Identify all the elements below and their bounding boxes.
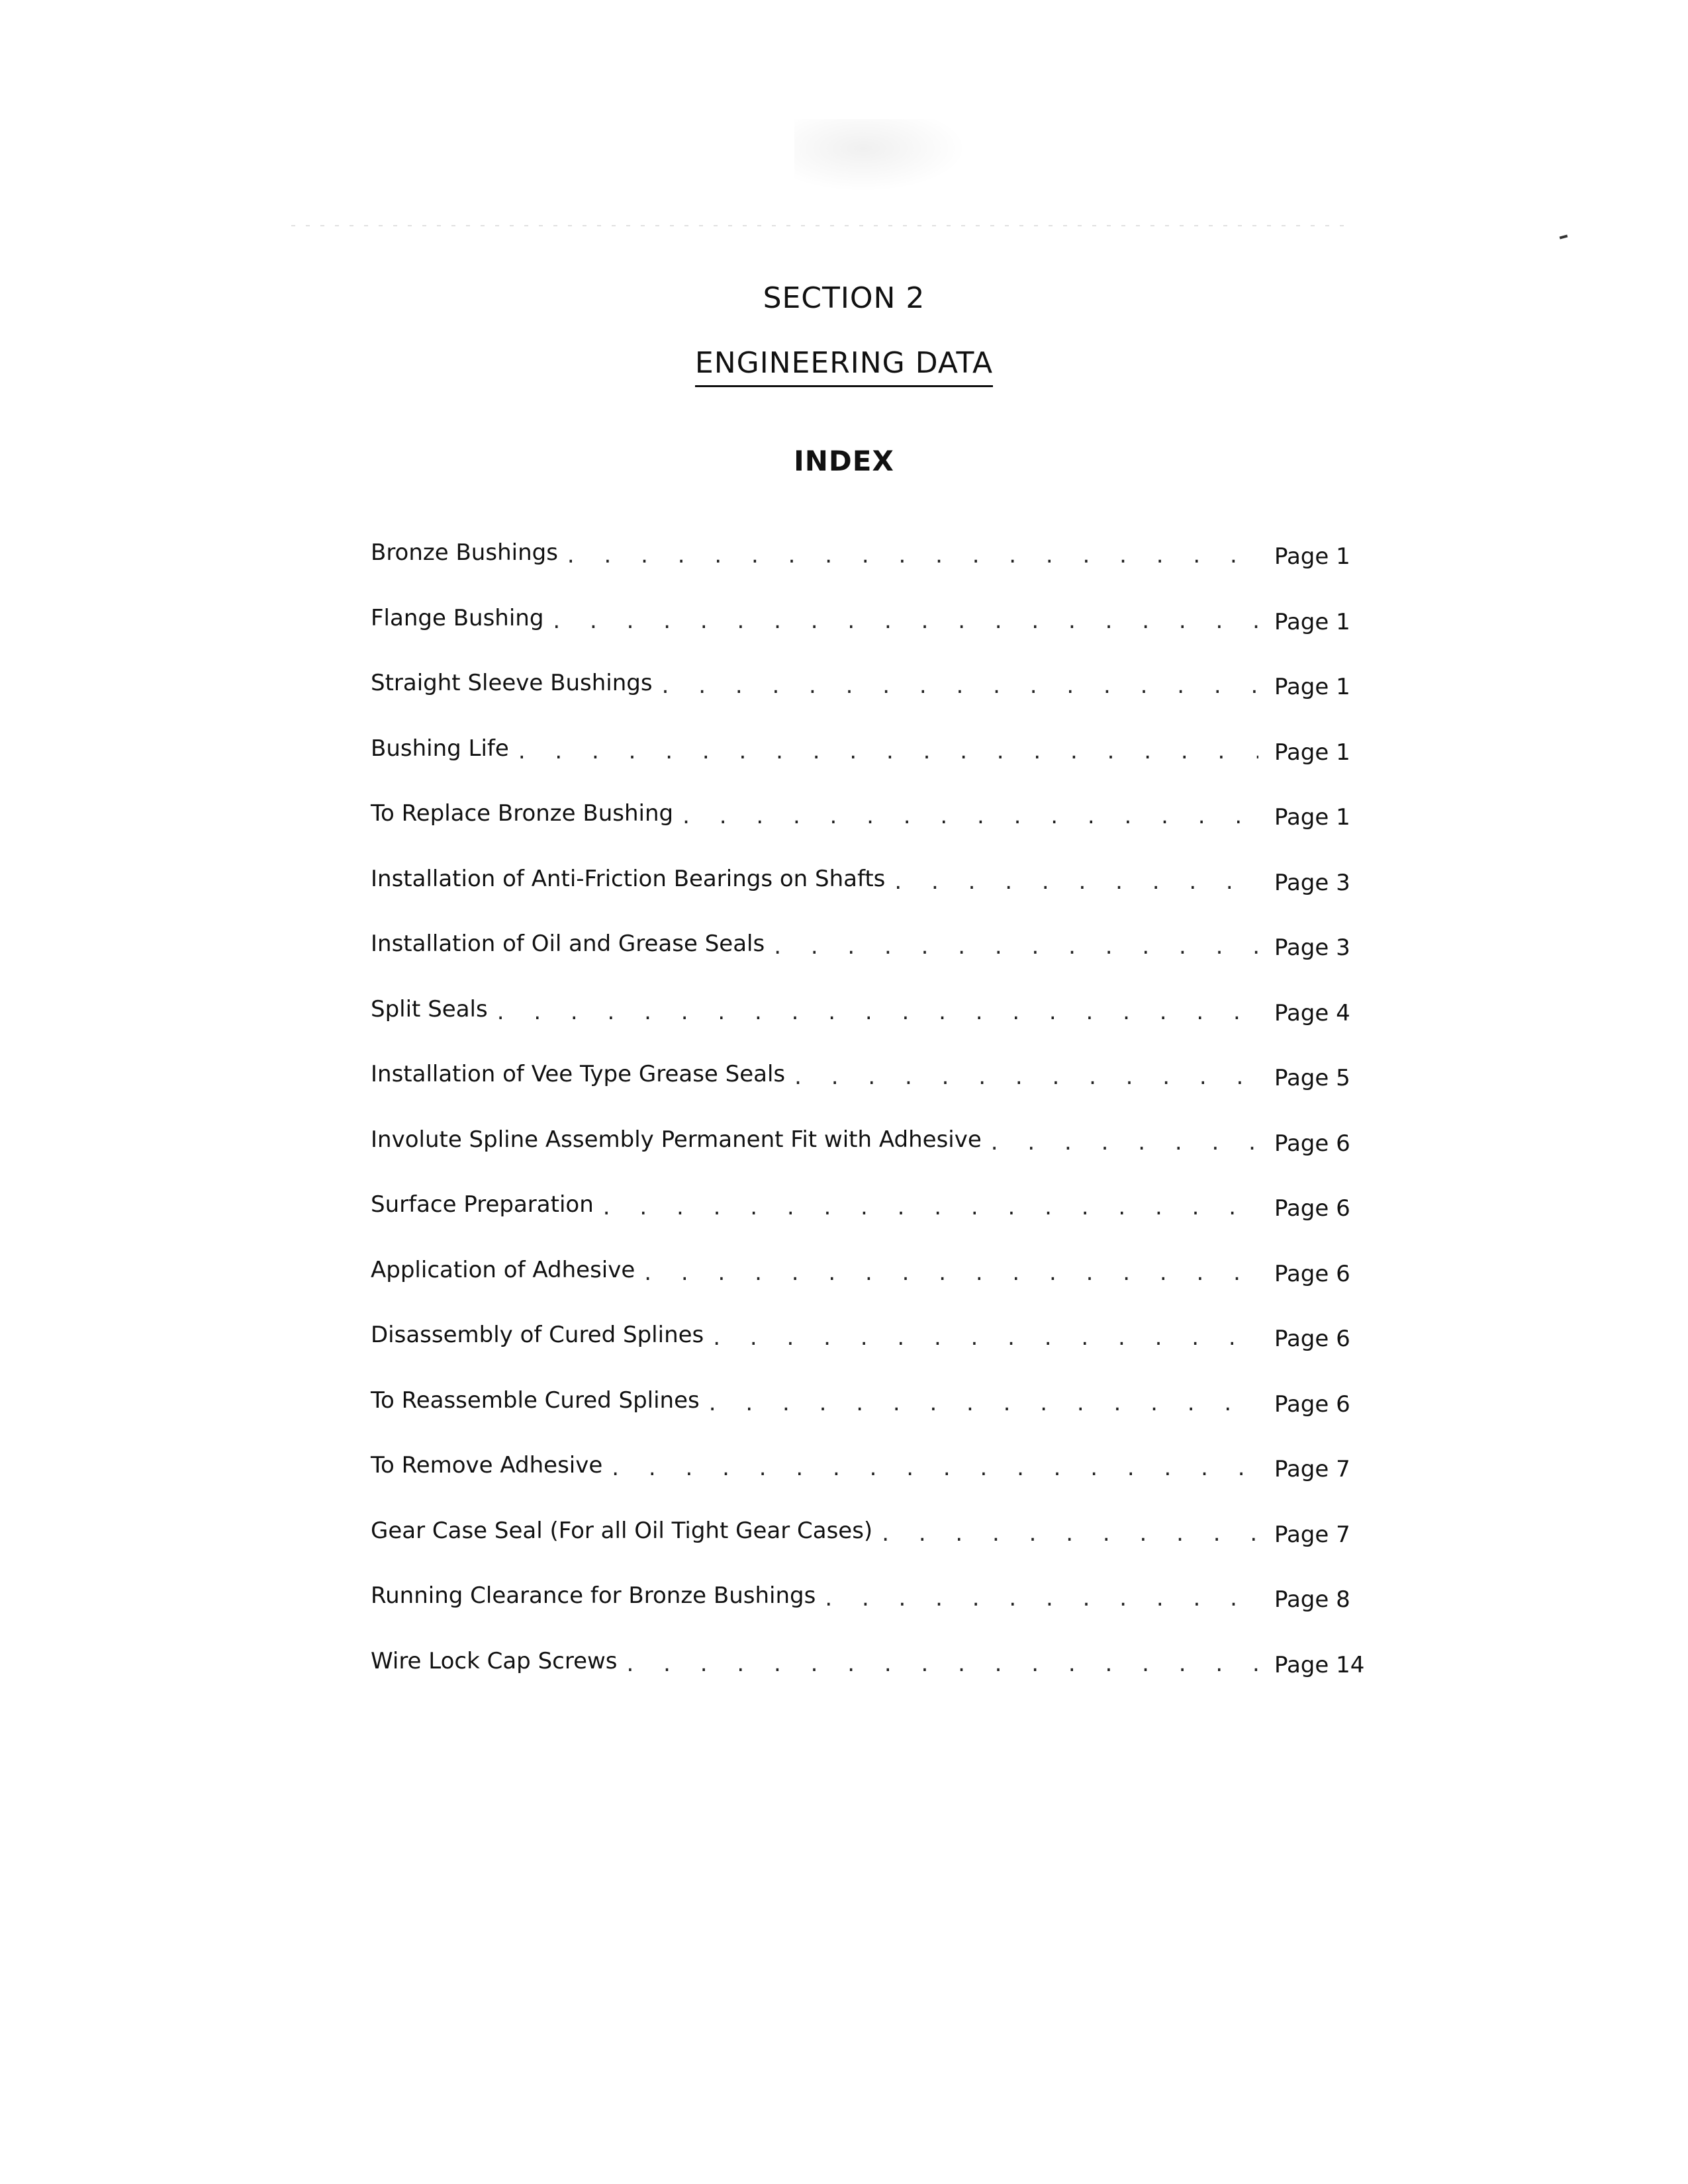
document-title-text: ENGINEERING DATA xyxy=(695,346,993,387)
toc-entry-label: Running Clearance for Bronze Bushings xyxy=(371,1582,816,1609)
dot-leader xyxy=(518,738,1258,764)
toc-entry-page: Page 5 xyxy=(1274,1065,1350,1091)
toc-entry[interactable] xyxy=(371,1648,1364,1713)
toc-entry-page: Page 6 xyxy=(1274,1326,1350,1352)
toc-entry[interactable] xyxy=(371,735,1364,801)
toc-entry[interactable] xyxy=(371,1387,1364,1453)
toc-entry-label: To Remove Adhesive xyxy=(371,1452,603,1479)
dot-leader xyxy=(612,1455,1258,1481)
toc-entry[interactable] xyxy=(371,800,1364,866)
dot-leader xyxy=(709,1390,1258,1416)
toc-entry-page: Page 1 xyxy=(1274,739,1350,766)
index-title: INDEX xyxy=(794,445,894,477)
table-of-contents xyxy=(371,539,1364,1713)
toc-entry-label: Installation of Vee Type Grease Seals xyxy=(371,1061,786,1087)
toc-entry-page: Page 1 xyxy=(1274,543,1350,570)
toc-entry[interactable] xyxy=(371,931,1364,996)
dot-leader xyxy=(662,672,1258,699)
dot-leader xyxy=(627,1651,1258,1677)
toc-entry[interactable] xyxy=(371,1518,1364,1583)
dot-leader xyxy=(497,999,1258,1025)
toc-entry-page: Page 6 xyxy=(1274,1390,1350,1418)
toc-entry[interactable] xyxy=(371,866,1364,931)
toc-entry-label: Disassembly of Cured Splines xyxy=(371,1322,704,1348)
section-heading: SECTION 2 xyxy=(763,281,925,315)
toc-entry-label: Application of Adhesive xyxy=(371,1256,635,1283)
toc-entry-page: Page 6 xyxy=(1274,1130,1350,1157)
toc-entry-label: Installation of Oil and Grease Seals xyxy=(371,931,765,957)
toc-entry-page: Page 3 xyxy=(1274,869,1350,896)
toc-entry[interactable] xyxy=(371,605,1364,670)
toc-entry-label: Flange Bushing xyxy=(371,604,544,631)
dot-leader xyxy=(553,608,1258,634)
toc-entry-label: Split Seals xyxy=(371,995,488,1023)
toc-entry[interactable] xyxy=(371,1126,1364,1192)
toc-entry-page: Page 1 xyxy=(1274,804,1350,831)
toc-entry-label: Bushing Life xyxy=(371,735,509,762)
toc-entry-label: To Reassemble Cured Splines xyxy=(371,1387,700,1414)
dot-leader xyxy=(713,1324,1258,1351)
toc-entry-page: Page 8 xyxy=(1274,1586,1350,1613)
toc-entry-page: Page 7 xyxy=(1274,1521,1350,1548)
dot-leader xyxy=(894,868,1258,895)
toc-entry[interactable] xyxy=(371,996,1364,1062)
scan-artifact-line xyxy=(291,225,1350,226)
toc-entry-label: Wire Lock Cap Screws xyxy=(371,1647,618,1674)
toc-entry-label: Involute Spline Assembly Permanent Fit with Adhesive xyxy=(371,1126,982,1153)
toc-entry[interactable] xyxy=(371,1191,1364,1257)
toc-entry-label: Straight Sleeve Bushings xyxy=(371,670,653,696)
toc-entry-page: Page 6 xyxy=(1274,1195,1350,1222)
toc-entry[interactable] xyxy=(371,1452,1364,1518)
toc-entry-page: Page 7 xyxy=(1274,1456,1350,1482)
dot-leader xyxy=(682,803,1258,829)
toc-entry[interactable] xyxy=(371,1322,1364,1387)
toc-entry[interactable] xyxy=(371,670,1364,735)
toc-entry-page: Page 3 xyxy=(1274,934,1350,961)
dot-leader xyxy=(603,1194,1258,1220)
toc-entry-page: Page 1 xyxy=(1274,674,1350,700)
toc-entry-page: Page 6 xyxy=(1274,1260,1350,1287)
dot-leader xyxy=(825,1585,1258,1612)
dot-leader xyxy=(774,933,1258,960)
toc-entry[interactable] xyxy=(371,1582,1364,1648)
scan-artifact xyxy=(794,119,966,192)
dot-leader xyxy=(644,1259,1258,1286)
toc-entry[interactable] xyxy=(371,539,1364,605)
toc-entry-label: Surface Preparation xyxy=(371,1191,594,1218)
toc-entry-page: Page 1 xyxy=(1274,608,1350,635)
toc-entry-label: Gear Case Seal (For all Oil Tight Gear Cases) xyxy=(371,1517,873,1544)
toc-entry[interactable] xyxy=(371,1061,1364,1126)
toc-entry-page: Page 4 xyxy=(1274,999,1350,1026)
toc-entry[interactable] xyxy=(371,1257,1364,1322)
scan-mark xyxy=(1560,235,1568,240)
dot-leader xyxy=(567,542,1258,569)
toc-entry-page: Page 14 xyxy=(1274,1651,1365,1678)
dot-leader xyxy=(882,1520,1258,1547)
dot-leader xyxy=(794,1064,1258,1090)
dot-leader xyxy=(991,1129,1258,1156)
toc-entry-label: Installation of Anti-Friction Bearings on Shafts xyxy=(371,865,886,892)
document-title xyxy=(0,346,1688,387)
toc-entry-label: Bronze Bushings xyxy=(371,539,558,566)
toc-entry-label: To Replace Bronze Bushing xyxy=(371,800,674,827)
